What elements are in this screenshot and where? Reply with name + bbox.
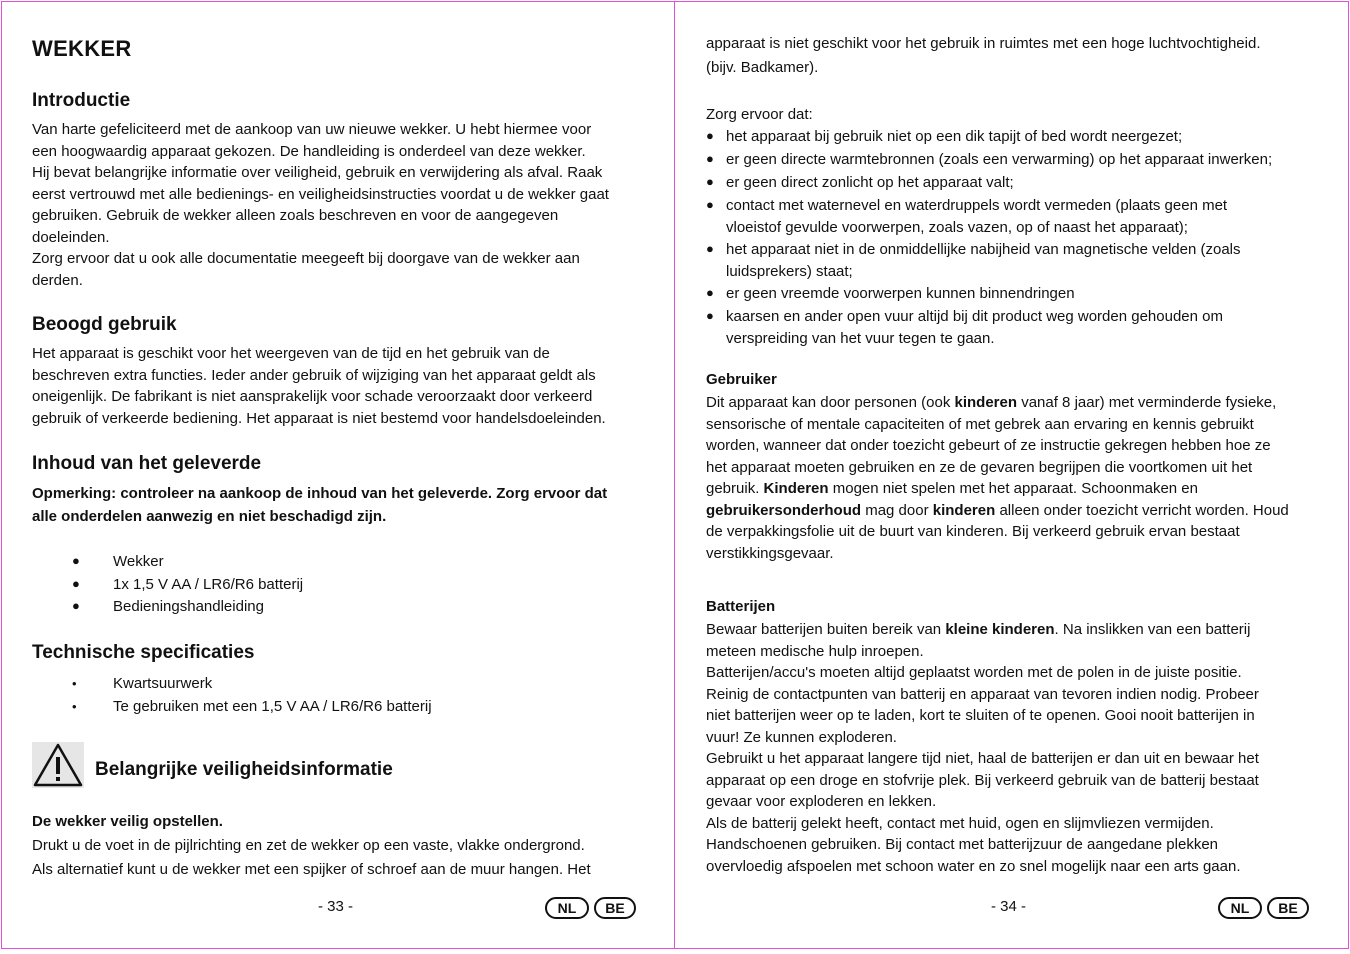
bullet-icon: ●: [72, 553, 80, 568]
bullet-icon: ●: [706, 241, 714, 256]
page-number: - 34 -: [991, 898, 1027, 915]
bullet-icon: ●: [72, 576, 80, 591]
language-badge-nl: NL: [545, 897, 589, 919]
ensure-intro: Zorg ervoor dat:: [706, 106, 813, 123]
bullet-icon: ●: [72, 598, 80, 613]
ensure-item: het apparaat niet in de onmiddellijke nabijheid van magnetische velden (zoals luidsprekers) staat;: [726, 241, 1241, 280]
page-title: WEKKER: [32, 36, 132, 61]
ensure-item: contact met waternevel en waterdruppels wordt vermeden (plaats geen met vloeistof gevulde voorwerpen, zoals vazen, op of naast het apparaat);: [726, 197, 1228, 236]
usage-text: Het apparaat is geschikt voor het weergeven van de tijd en het gebruik van de beschreven extra functies. Ieder ander gebruik of wijziging van het apparaat geldt als oneigenlijk. De fabrikant is niet aansprakelijk voor schade veroorzaakt door verkeerd gebruik of verkeerde bediening. Het apparaat is niet bestemd voor handelsdoeleinden.: [32, 345, 606, 427]
language-badge-be: BE: [594, 897, 636, 919]
bullet-icon: ●: [706, 174, 714, 189]
bullet-icon: •: [72, 676, 77, 691]
bullet-icon: ●: [706, 197, 714, 212]
specs-heading: Technische specificaties: [32, 642, 255, 663]
bullet-icon: ●: [706, 128, 714, 143]
specs-item: Te gebruiken met een 1,5 V AA / LR6/R6 batterij: [113, 698, 432, 715]
bullet-icon: ●: [706, 308, 714, 323]
ensure-item: er geen direct zonlicht op het apparaat valt;: [726, 174, 1014, 191]
intro-text: Van harte gefeliciteerd met de aankoop van uw nieuwe wekker. U hebt hiermee voor een hoogwaardig apparaat gekozen. De handleiding is onderdeel van deze wekker. Hij bevat belangrijke informatie over veiligheid, gebruik en verwijdering als afval. Raak eerst vertrouwd met alle bedienings- en veiligheidsinstructies voordat u de wekker gaat gebruiken. Gebruik de wekker alleen zoals beschreven en voor de aangegeven doeleinden. Zorg ervoor dat u ook alle documentatie meegeeft bij doorgave van de wekker aan derden.: [32, 121, 609, 289]
page-number: - 33 -: [318, 898, 354, 915]
bullet-icon: ●: [706, 285, 714, 300]
contents-note: Opmerking: controleer na aankoop de inhoud van het geleverde. Zorg ervoor dat alle onderdelen aanwezig en niet beschadigd zijn.: [32, 485, 608, 525]
ensure-item: er geen directe warmtebronnen (zoals een verwarming) op het apparaat inwerken;: [726, 151, 1273, 168]
safety-subheading: De wekker veilig opstellen.: [32, 813, 223, 830]
continued-text: apparaat is niet geschikt voor het gebruik in ruimtes met een hoge luchtvochtigheid. (bijv. Badkamer).: [706, 35, 1261, 76]
contents-item: 1x 1,5 V AA / LR6/R6 batterij: [113, 576, 304, 593]
intro-heading: Introductie: [32, 90, 131, 111]
safety-heading: Belangrijke veiligheidsinformatie: [95, 759, 393, 780]
batteries-heading: Batterijen: [706, 598, 776, 615]
ensure-item: er geen vreemde voorwerpen kunnen binnendringen: [726, 285, 1075, 302]
language-badge-nl: NL: [1218, 897, 1262, 919]
contents-item: Bedieningshandleiding: [113, 598, 264, 615]
batteries-text: Bewaar batterijen buiten bereik van kleine kinderen. Na inslikken van een batterij meteen medische hulp inroepen. Batterijen/accu's moeten altijd geplaatst worden met de polen in de juiste positie. Reinig de contactpunten van batterij en apparaat van tevoren indien nodig. Probeer niet batterijen weer op te laden, kort te sluiten of te openen. Gooi nooit batterijen in vuur! Ze kunnen exploderen. Gebruikt u het apparaat langere tijd niet, haal de batterijen er dan uit en bewaar het apparaat op een droge en stofvrije plek. Bij verkeerd gebruik van de batterij bestaat gevaar voor exploderen en lekken. Als de batterij gelekt heeft, contact met huid, ogen en slijmvliezen vermijden. Handschoenen gebruiken. Bij contact met batterijzuur de aangedane plekken overvloedig afspoelen met schoon water en zo snel mogelijk naar een arts gaan.: [706, 621, 1259, 875]
user-heading: Gebruiker: [706, 371, 777, 388]
user-text: Dit apparaat kan door personen (ook kinderen vanaf 8 jaar) met verminderde fysieke, sensorische of mentale capaciteiten of met gebrek aan ervaring en kennis gebruikt worden, wanneer dat onder toezicht gebeurt of ze instructie gekregen hebben hoe ze het apparaat moeten gebruiken en ze de gevaren begrijpen die voortkomen uit het gebruik. Kinderen mogen niet spelen met het apparaat. Schoonmaken en gebruikersonderhoud mag door kinderen alleen onder toezicht verricht worden. Houd de verpakkingsfolie uit de buurt van kinderen. Bij verkeerd gebruik ervan bestaat verstikkingsgevaar.: [706, 394, 1289, 562]
specs-item: Kwartsuurwerk: [113, 675, 213, 692]
ensure-item: kaarsen en ander open vuur altijd bij dit product weg worden gehouden om verspreiding van het vuur tegen te gaan.: [726, 308, 1223, 347]
usage-heading: Beoogd gebruik: [32, 314, 177, 335]
bullet-icon: ●: [706, 151, 714, 166]
contents-item: Wekker: [113, 553, 164, 570]
safety-text: Drukt u de voet in de pijlrichting en zet de wekker op een vaste, vlakke ondergrond. Als alternatief kunt u de wekker met een spijker of schroef aan de muur hangen. Het: [32, 837, 591, 878]
ensure-item: het apparaat bij gebruik niet op een dik tapijt of bed wordt neergezet;: [726, 128, 1183, 145]
warning-triangle-icon: [32, 742, 84, 788]
contents-heading: Inhoud van het geleverde: [32, 453, 262, 474]
bullet-icon: •: [72, 699, 77, 714]
language-badge-be: BE: [1267, 897, 1309, 919]
